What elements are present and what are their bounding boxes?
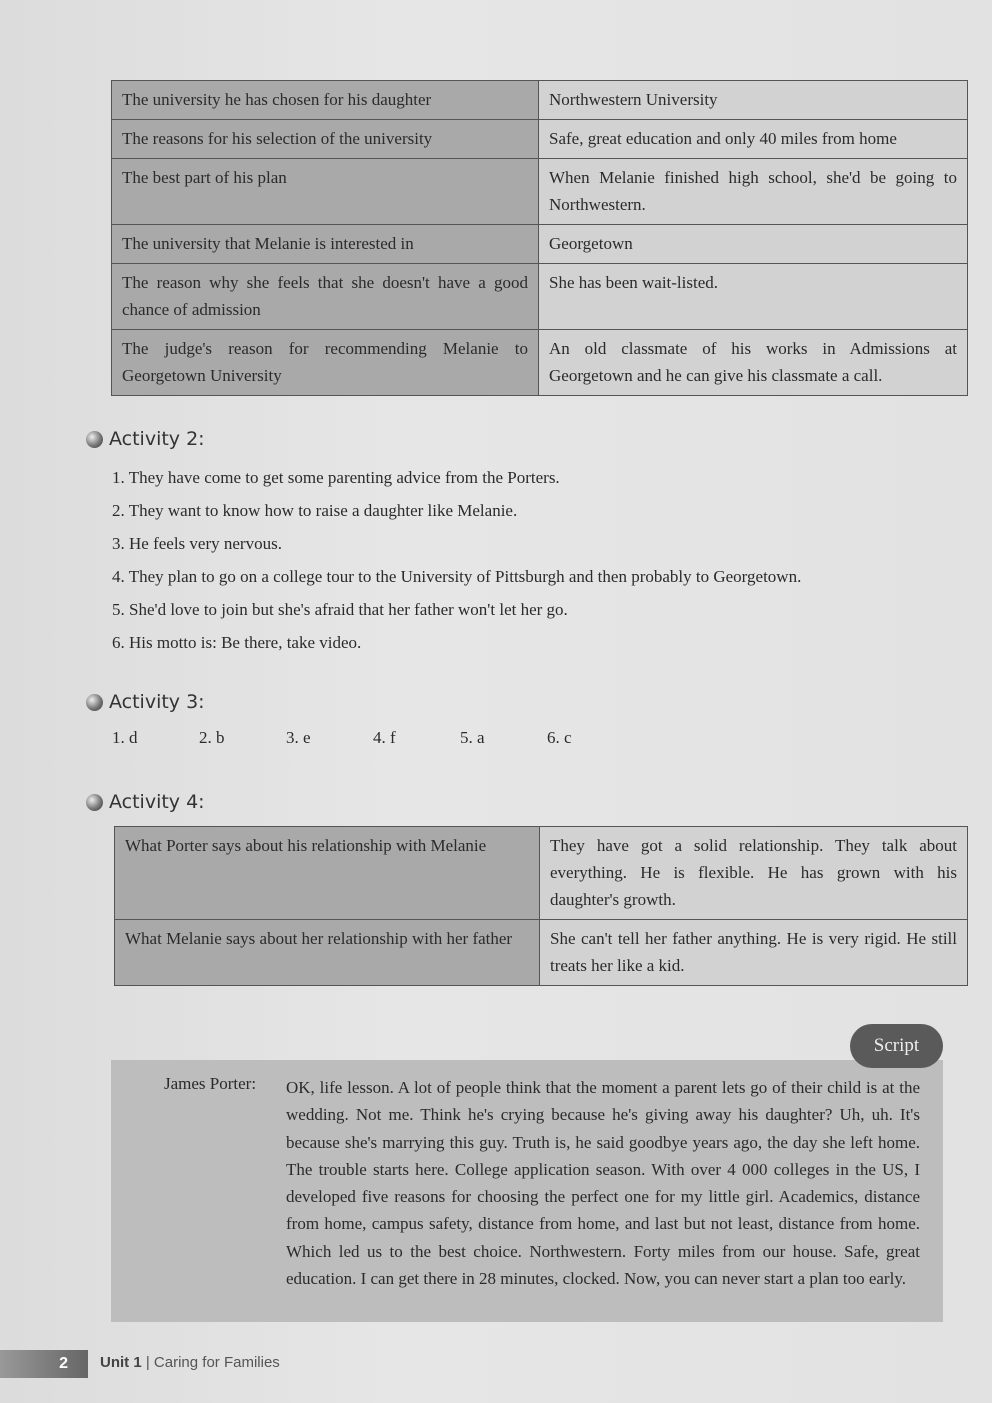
list-item: 2. They want to know how to raise a daughter like Melanie. [112, 501, 518, 520]
page-number: 2 [0, 1350, 88, 1378]
script-text: OK, life lesson. A lot of people think that the moment a parent lets go of their child is at the wedding. Not me. Think he's crying because he's giving away his daughter? Uh, uh. It's because she's marrying this guy. Truth is, he said goodbye years ago, the day she left home. The trouble starts here. College application season. With over 4 000 colleges in the US, I developed five reasons for choosing the perfect one for my little girl. Academics, distance from home, campus safety, distance from home, and last but not least, distance from home. Which led us to the best choice. Northwestern. Forty miles from our house. Safe, great education. I can get there in 28 minutes, clocked. Now, you can never start a plan too early. [286, 1078, 920, 1289]
question-cell: What Porter says about his relationship with Melanie [115, 827, 540, 920]
table-row [112, 225, 968, 264]
list-item: 4. They plan to go on a college tour to the University of Pittsburgh and then probably to Georgetown. [112, 567, 802, 586]
bullet-ball-icon [86, 794, 103, 811]
question-cell: The university he has chosen for his daughter [112, 81, 539, 120]
answer-cell: They have got a solid relationship. They talk about everything. He is flexible. He has grown with his daughter's growth. [540, 827, 968, 920]
answer: 4. f [373, 728, 396, 747]
question-cell: What Melanie says about her relationship with her father [115, 920, 540, 986]
heading-text: Activity 2: [109, 428, 205, 450]
script-label: Script [850, 1024, 943, 1068]
unit-label: Unit 1 [100, 1354, 142, 1371]
table-row [112, 264, 968, 330]
question-cell: The university that Melanie is interested in [112, 225, 539, 264]
answer-cell: She has been wait-listed. [539, 264, 968, 330]
table-row [112, 159, 968, 225]
answer: 1. d [112, 728, 138, 747]
list-item: 1. They have come to get some parenting advice from the Porters. [112, 468, 560, 487]
activity-4-heading [86, 791, 205, 813]
list-item: 5. She'd love to join but she's afraid that her father won't let her go. [112, 600, 568, 619]
bullet-ball-icon [86, 694, 103, 711]
answer: 2. b [199, 728, 225, 747]
answer-cell: Georgetown [539, 225, 968, 264]
relationship-table [114, 826, 968, 986]
answer: 6. c [547, 728, 572, 747]
activity-3-answers [112, 728, 634, 748]
heading-text: Activity 4: [109, 791, 205, 813]
unit-title: Caring for Families [153, 1354, 280, 1371]
list-item: 6. His motto is: Be there, take video. [112, 633, 362, 652]
answer: 5. a [460, 728, 485, 747]
answer: 3. e [286, 728, 311, 747]
table-row [112, 120, 968, 159]
activity-2-list [112, 461, 801, 659]
answer-cell: When Melanie finished high school, she'd be going to Northwestern. [539, 159, 968, 225]
bullet-ball-icon [86, 431, 103, 448]
answer-cell: She can't tell her father anything. He is very rigid. He still treats her like a kid. [540, 920, 968, 986]
question-cell: The judge's reason for recommending Melanie to Georgetown University [112, 330, 539, 396]
summary-table [111, 80, 968, 396]
table-row [112, 330, 968, 396]
answer-cell: Northwestern University [539, 81, 968, 120]
question-cell: The reason why she feels that she doesn't have a good chance of admission [112, 264, 539, 330]
activity-3-heading [86, 691, 205, 713]
speaker-name: James Porter: [164, 1074, 257, 1093]
question-cell: The best part of his plan [112, 159, 539, 225]
table-row [115, 920, 968, 986]
table-row [115, 827, 968, 920]
list-item: 3. He feels very nervous. [112, 534, 282, 553]
heading-text: Activity 3: [109, 691, 205, 713]
question-cell: The reasons for his selection of the university [112, 120, 539, 159]
answer-cell: An old classmate of his works in Admissions at Georgetown and he can give his classmate a call. [539, 330, 968, 396]
separator: | [145, 1354, 150, 1371]
activity-2-heading [86, 428, 205, 450]
answer-cell: Safe, great education and only 40 miles from home [539, 120, 968, 159]
footer-unit [100, 1354, 280, 1371]
table-row [112, 81, 968, 120]
